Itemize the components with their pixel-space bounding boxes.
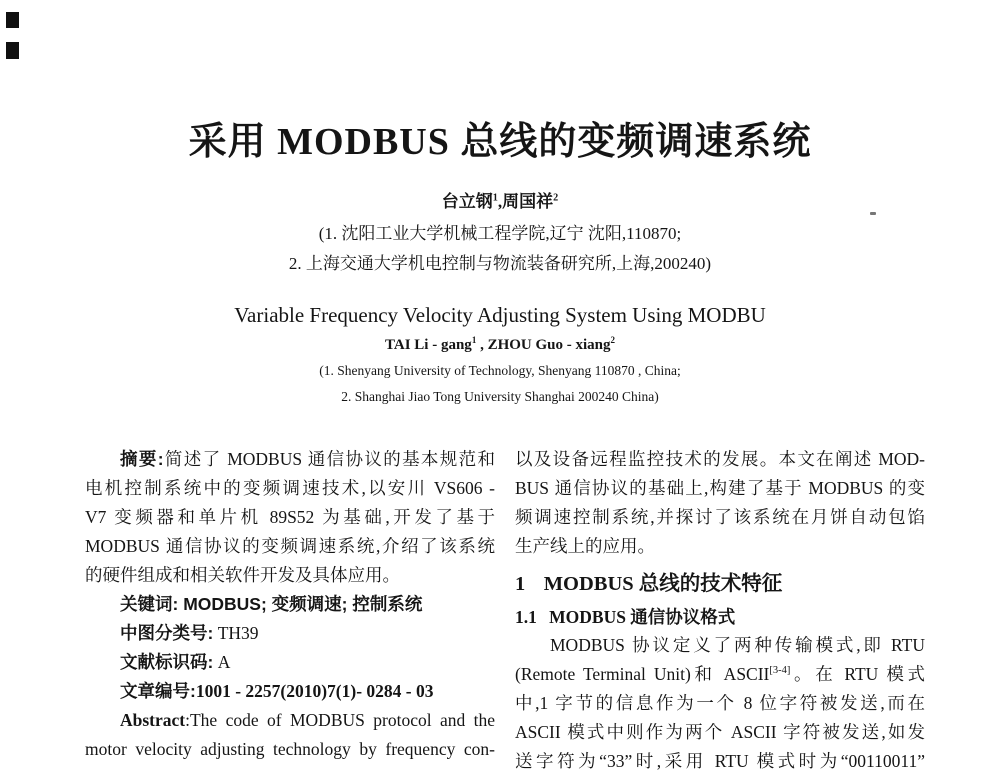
authors-cn-separator: , (497, 192, 503, 211)
author-cn-1: 台立钢 (441, 192, 493, 211)
document-code-label: 文献标识码: (120, 652, 214, 672)
affiliation-cn-line-2: 2. 上海交通大学机电控制与物流装备研究所,上海,200240) (288, 254, 712, 273)
clc-value: TH39 (213, 623, 259, 643)
intro-line: 以及设备远程监控技术的发展。本文在阐述 MOD- (515, 449, 925, 469)
english-abstract-line: motor velocity adjusting technology by frequency con- (85, 739, 495, 759)
authors-en-separator: , (476, 337, 488, 353)
scan-artifact-top-left-1 (6, 12, 19, 28)
author-cn-2: 周国祥 (502, 192, 554, 211)
left-column (85, 445, 495, 776)
abstract-line: MODBUS 通信协议的变频调速系统,介绍了该系统 (85, 536, 495, 556)
section-1-1-heading (515, 604, 925, 631)
document-code-line (85, 648, 495, 677)
article-id-value: 1001 - 2257(2010)7(1)- 0284 - 03 (195, 681, 434, 701)
document-code-value: A (213, 652, 231, 672)
abstract-line (85, 445, 495, 474)
abstract-line: V7 变频器和单片机 89S52 为基础,开发了基于 (85, 507, 495, 527)
affiliation-en-line-1: (1. Shenyang University of Technology, Shenyang 110870 , China; (319, 363, 681, 378)
intro-line: BUS 通信协议的基础上,构建了基于 MODBUS 的变 (515, 478, 925, 498)
author-en-2: ZHOU Guo - xiang (487, 337, 611, 353)
abstract-line: 的硬件组成和相关软件开发及具体应用。 (85, 565, 400, 585)
body-line: MODBUS 协议定义了两种传输模式,即 RTU (550, 635, 925, 655)
clc-label: 中图分类号: (120, 623, 214, 643)
keywords-text: MODBUS; 变频调速; 控制系统 (178, 594, 423, 614)
two-column-body (85, 445, 925, 776)
author-en-1-superscript: 1 (471, 335, 477, 345)
authors-cn (0, 187, 1000, 212)
body-text: 。在 RTU 模式 (790, 664, 926, 684)
body-line-clipped: 送字符为“33”时,采用 RTU 模式时为“00110011” (515, 751, 925, 771)
section-1-number: 1 (515, 573, 526, 595)
article-id-line (85, 677, 495, 706)
citation-superscript: [3-4] (769, 665, 791, 677)
clc-number-line (85, 619, 495, 648)
author-en-1: TAI Li - gang (384, 337, 472, 353)
body-line (515, 660, 925, 689)
author-en-2-superscript: 2 (610, 335, 615, 345)
body-line: ASCII 模式中则作为两个 ASCII 字符被发送,如发 (515, 722, 925, 742)
english-abstract-line (85, 706, 495, 735)
right-column (515, 445, 925, 776)
author-cn-2-superscript: 2 (553, 192, 559, 204)
abstract-line: 电机控制系统中的变频调速技术,以安川 VS606 - (85, 478, 495, 498)
paper-title-en: Variable Frequency Velocity Adjusting System Using MODBU (234, 303, 766, 327)
scan-artifact-speck (870, 212, 876, 215)
abstract-label: 摘要: (120, 449, 164, 469)
section-1-heading (515, 570, 925, 598)
english-abstract-label: Abstract (120, 710, 186, 730)
author-cn-1-superscript: 1 (492, 192, 498, 204)
body-text: (Remote Terminal Unit)和 ASCII (515, 664, 770, 684)
authors-en (0, 337, 1000, 354)
intro-line: 生产线上的应用。 (515, 536, 655, 556)
section-1-1-title: MODBUS 通信协议格式 (549, 607, 736, 627)
keywords-line (85, 590, 495, 619)
article-id-label: 文章编号: (120, 681, 196, 701)
affiliation-cn-line-1: (1. 沈阳工业大学机械工程学院,辽宁 沈阳,110870; (318, 224, 682, 243)
section-1-title: MODBUS 总线的技术特征 (543, 573, 783, 595)
intro-line: 频调速控制系统,并探讨了该系统在月饼自动包馅 (515, 507, 925, 527)
abstract-text: 简述了 MODBUS 通信协议的基本规范和 (163, 449, 495, 469)
paper-title-cn: 采用 MODBUS 总线的变频调速系统 (188, 121, 812, 163)
keywords-label: 关键词: (120, 594, 179, 614)
scan-artifact-top-left-2 (6, 42, 19, 59)
affiliation-en-line-2: 2. Shanghai Jiao Tong University Shanghai 200240 China) (341, 389, 659, 404)
body-line: 中,1 字节的信息作为一个 8 位字符被发送,而在 (515, 693, 925, 713)
english-abstract-text: :The code of MODBUS protocol and the (185, 710, 495, 730)
section-1-1-number: 1.1 (515, 607, 537, 627)
